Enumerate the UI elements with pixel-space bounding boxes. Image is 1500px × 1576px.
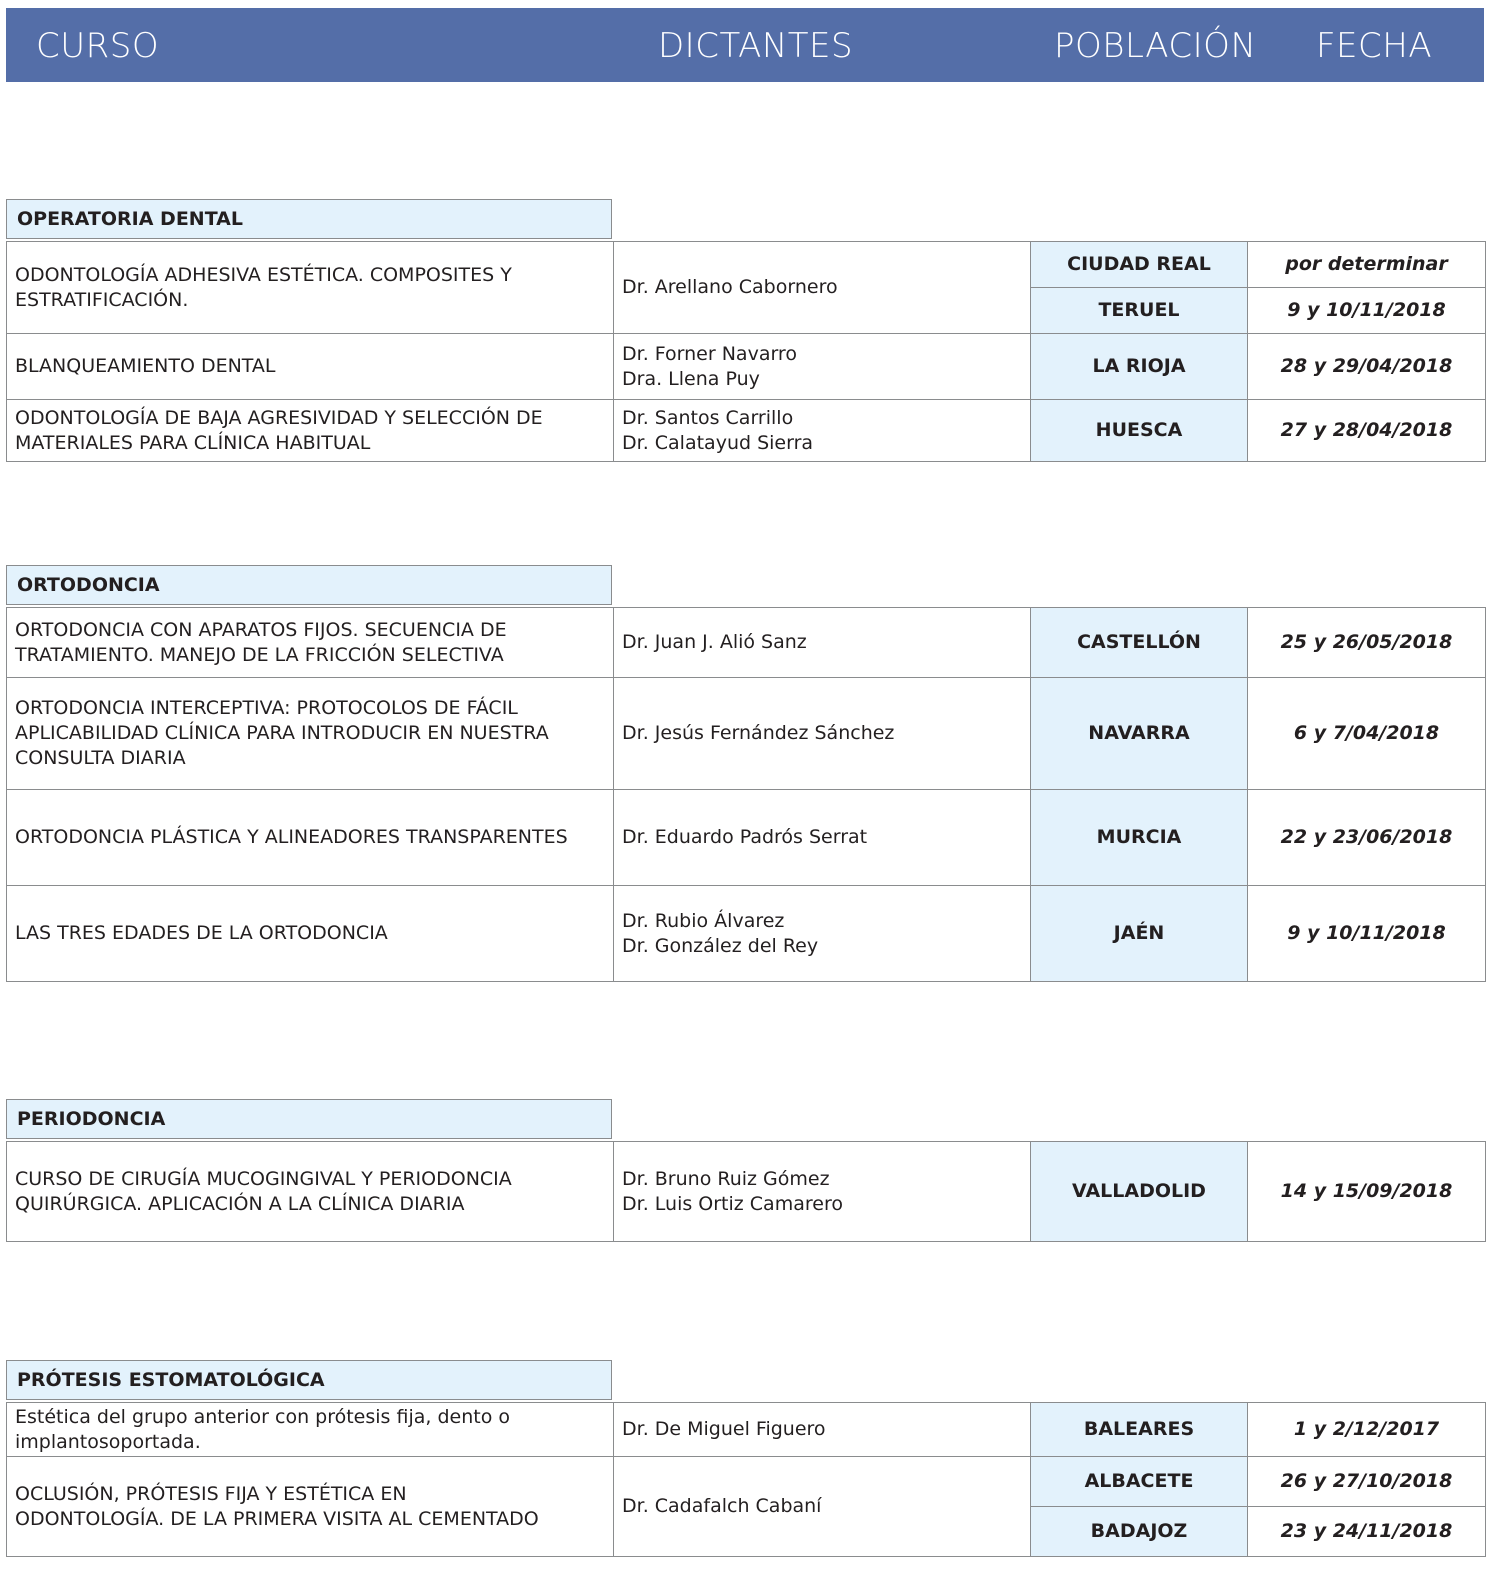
dictantes-cell: Dr. Cadafalch Cabaní	[614, 1457, 1031, 1557]
section-title-protesis: PRÓTESIS ESTOMATOLÓGICA	[6, 1360, 612, 1400]
table-row	[7, 790, 1486, 886]
curso-cell: ORTODONCIA CON APARATOS FIJOS. SECUENCIA DE TRATAMIENTO. MANEJO DE LA FRICCIÓN SELECTIVA	[7, 608, 614, 678]
poblacion-cell: LA RIOJA	[1031, 334, 1248, 400]
fecha-cell: 14 y 15/09/2018	[1248, 1142, 1486, 1242]
table-row	[7, 1403, 1486, 1457]
dictantes-cell: Dr. Arellano Cabornero	[614, 242, 1031, 334]
poblacion-cell: CASTELLÓN	[1031, 608, 1248, 678]
poblacion-cell: TERUEL	[1031, 288, 1248, 334]
table-header-bar	[6, 8, 1484, 82]
section-title-operatoria: OPERATORIA DENTAL	[6, 199, 612, 239]
fecha-cell: 9 y 10/11/2018	[1248, 288, 1486, 334]
dictantes-cell: Dr. Forner Navarro Dra. Llena Puy	[614, 334, 1031, 400]
table-row	[7, 334, 1486, 400]
curso-cell: ODONTOLOGÍA DE BAJA AGRESIVIDAD Y SELECCIÓN DE MATERIALES PARA CLÍNICA HABITUAL	[7, 400, 614, 462]
poblacion-cell: HUESCA	[1031, 400, 1248, 462]
section-title-periodoncia: PERIODONCIA	[6, 1099, 612, 1139]
dictantes-cell: Dr. Rubio Álvarez Dr. González del Rey	[614, 886, 1031, 982]
section-table-operatoria	[6, 241, 1486, 462]
fecha-cell: 9 y 10/11/2018	[1248, 886, 1486, 982]
fecha-cell: por determinar	[1248, 242, 1486, 288]
dictantes-cell: Dr. Santos Carrillo Dr. Calatayud Sierra	[614, 400, 1031, 462]
dictantes-cell: Dr. Juan J. Alió Sanz	[614, 608, 1031, 678]
dictantes-cell: Dr. Jesús Fernández Sánchez	[614, 678, 1031, 790]
dictantes-cell: Dr. Eduardo Padrós Serrat	[614, 790, 1031, 886]
curso-cell: LAS TRES EDADES DE LA ORTODONCIA	[7, 886, 614, 982]
fecha-cell: 23 y 24/11/2018	[1248, 1507, 1486, 1557]
section-title-ortodoncia: ORTODONCIA	[6, 565, 612, 605]
curso-cell: ORTODONCIA PLÁSTICA Y ALINEADORES TRANSPARENTES	[7, 790, 614, 886]
curso-cell: BLANQUEAMIENTO DENTAL	[7, 334, 614, 400]
header-fecha: FECHA	[1316, 26, 1433, 66]
fecha-cell: 6 y 7/04/2018	[1248, 678, 1486, 790]
curso-cell: OCLUSIÓN, PRÓTESIS FIJA Y ESTÉTICA EN ODONTOLOGÍA. DE LA PRIMERA VISITA AL CEMENTADO	[7, 1457, 614, 1557]
poblacion-cell: CIUDAD REAL	[1031, 242, 1248, 288]
poblacion-cell: BALEARES	[1031, 1403, 1248, 1457]
curso-cell: ORTODONCIA INTERCEPTIVA: PROTOCOLOS DE FÁCIL APLICABILIDAD CLÍNICA PARA INTRODUCIR EN NUESTRA CONSULTA DIARIA	[7, 678, 614, 790]
poblacion-cell: MURCIA	[1031, 790, 1248, 886]
fecha-cell: 28 y 29/04/2018	[1248, 334, 1486, 400]
table-row	[7, 242, 1486, 288]
poblacion-cell: BADAJOZ	[1031, 1507, 1248, 1557]
header-poblacion: POBLACIÓN	[1054, 26, 1257, 66]
table-row	[7, 678, 1486, 790]
section-table-periodoncia	[6, 1141, 1486, 1242]
poblacion-cell: ALBACETE	[1031, 1457, 1248, 1507]
table-row	[7, 608, 1486, 678]
table-row	[7, 1142, 1486, 1242]
poblacion-cell: VALLADOLID	[1031, 1142, 1248, 1242]
fecha-cell: 27 y 28/04/2018	[1248, 400, 1486, 462]
curso-cell: CURSO DE CIRUGÍA MUCOGINGIVAL Y PERIODONCIA QUIRÚRGICA. APLICACIÓN A LA CLÍNICA DIARIA	[7, 1142, 614, 1242]
fecha-cell: 1 y 2/12/2017	[1248, 1403, 1486, 1457]
section-table-ortodoncia	[6, 607, 1486, 982]
dictantes-cell: Dr. Bruno Ruiz Gómez Dr. Luis Ortiz Camarero	[614, 1142, 1031, 1242]
curso-cell: ODONTOLOGÍA ADHESIVA ESTÉTICA. COMPOSITES Y ESTRATIFICACIÓN.	[7, 242, 614, 334]
fecha-cell: 22 y 23/06/2018	[1248, 790, 1486, 886]
fecha-cell: 26 y 27/10/2018	[1248, 1457, 1486, 1507]
header-dictantes: DICTANTES	[658, 26, 854, 66]
section-table-protesis	[6, 1402, 1486, 1557]
dictantes-cell: Dr. De Miguel Figuero	[614, 1403, 1031, 1457]
header-curso: CURSO	[36, 26, 160, 66]
table-row	[7, 1457, 1486, 1507]
poblacion-cell: JAÉN	[1031, 886, 1248, 982]
poblacion-cell: NAVARRA	[1031, 678, 1248, 790]
curso-cell: Estética del grupo anterior con prótesis fija, dento o implantosoportada.	[7, 1403, 614, 1457]
fecha-cell: 25 y 26/05/2018	[1248, 608, 1486, 678]
table-row	[7, 886, 1486, 982]
table-row	[7, 400, 1486, 462]
